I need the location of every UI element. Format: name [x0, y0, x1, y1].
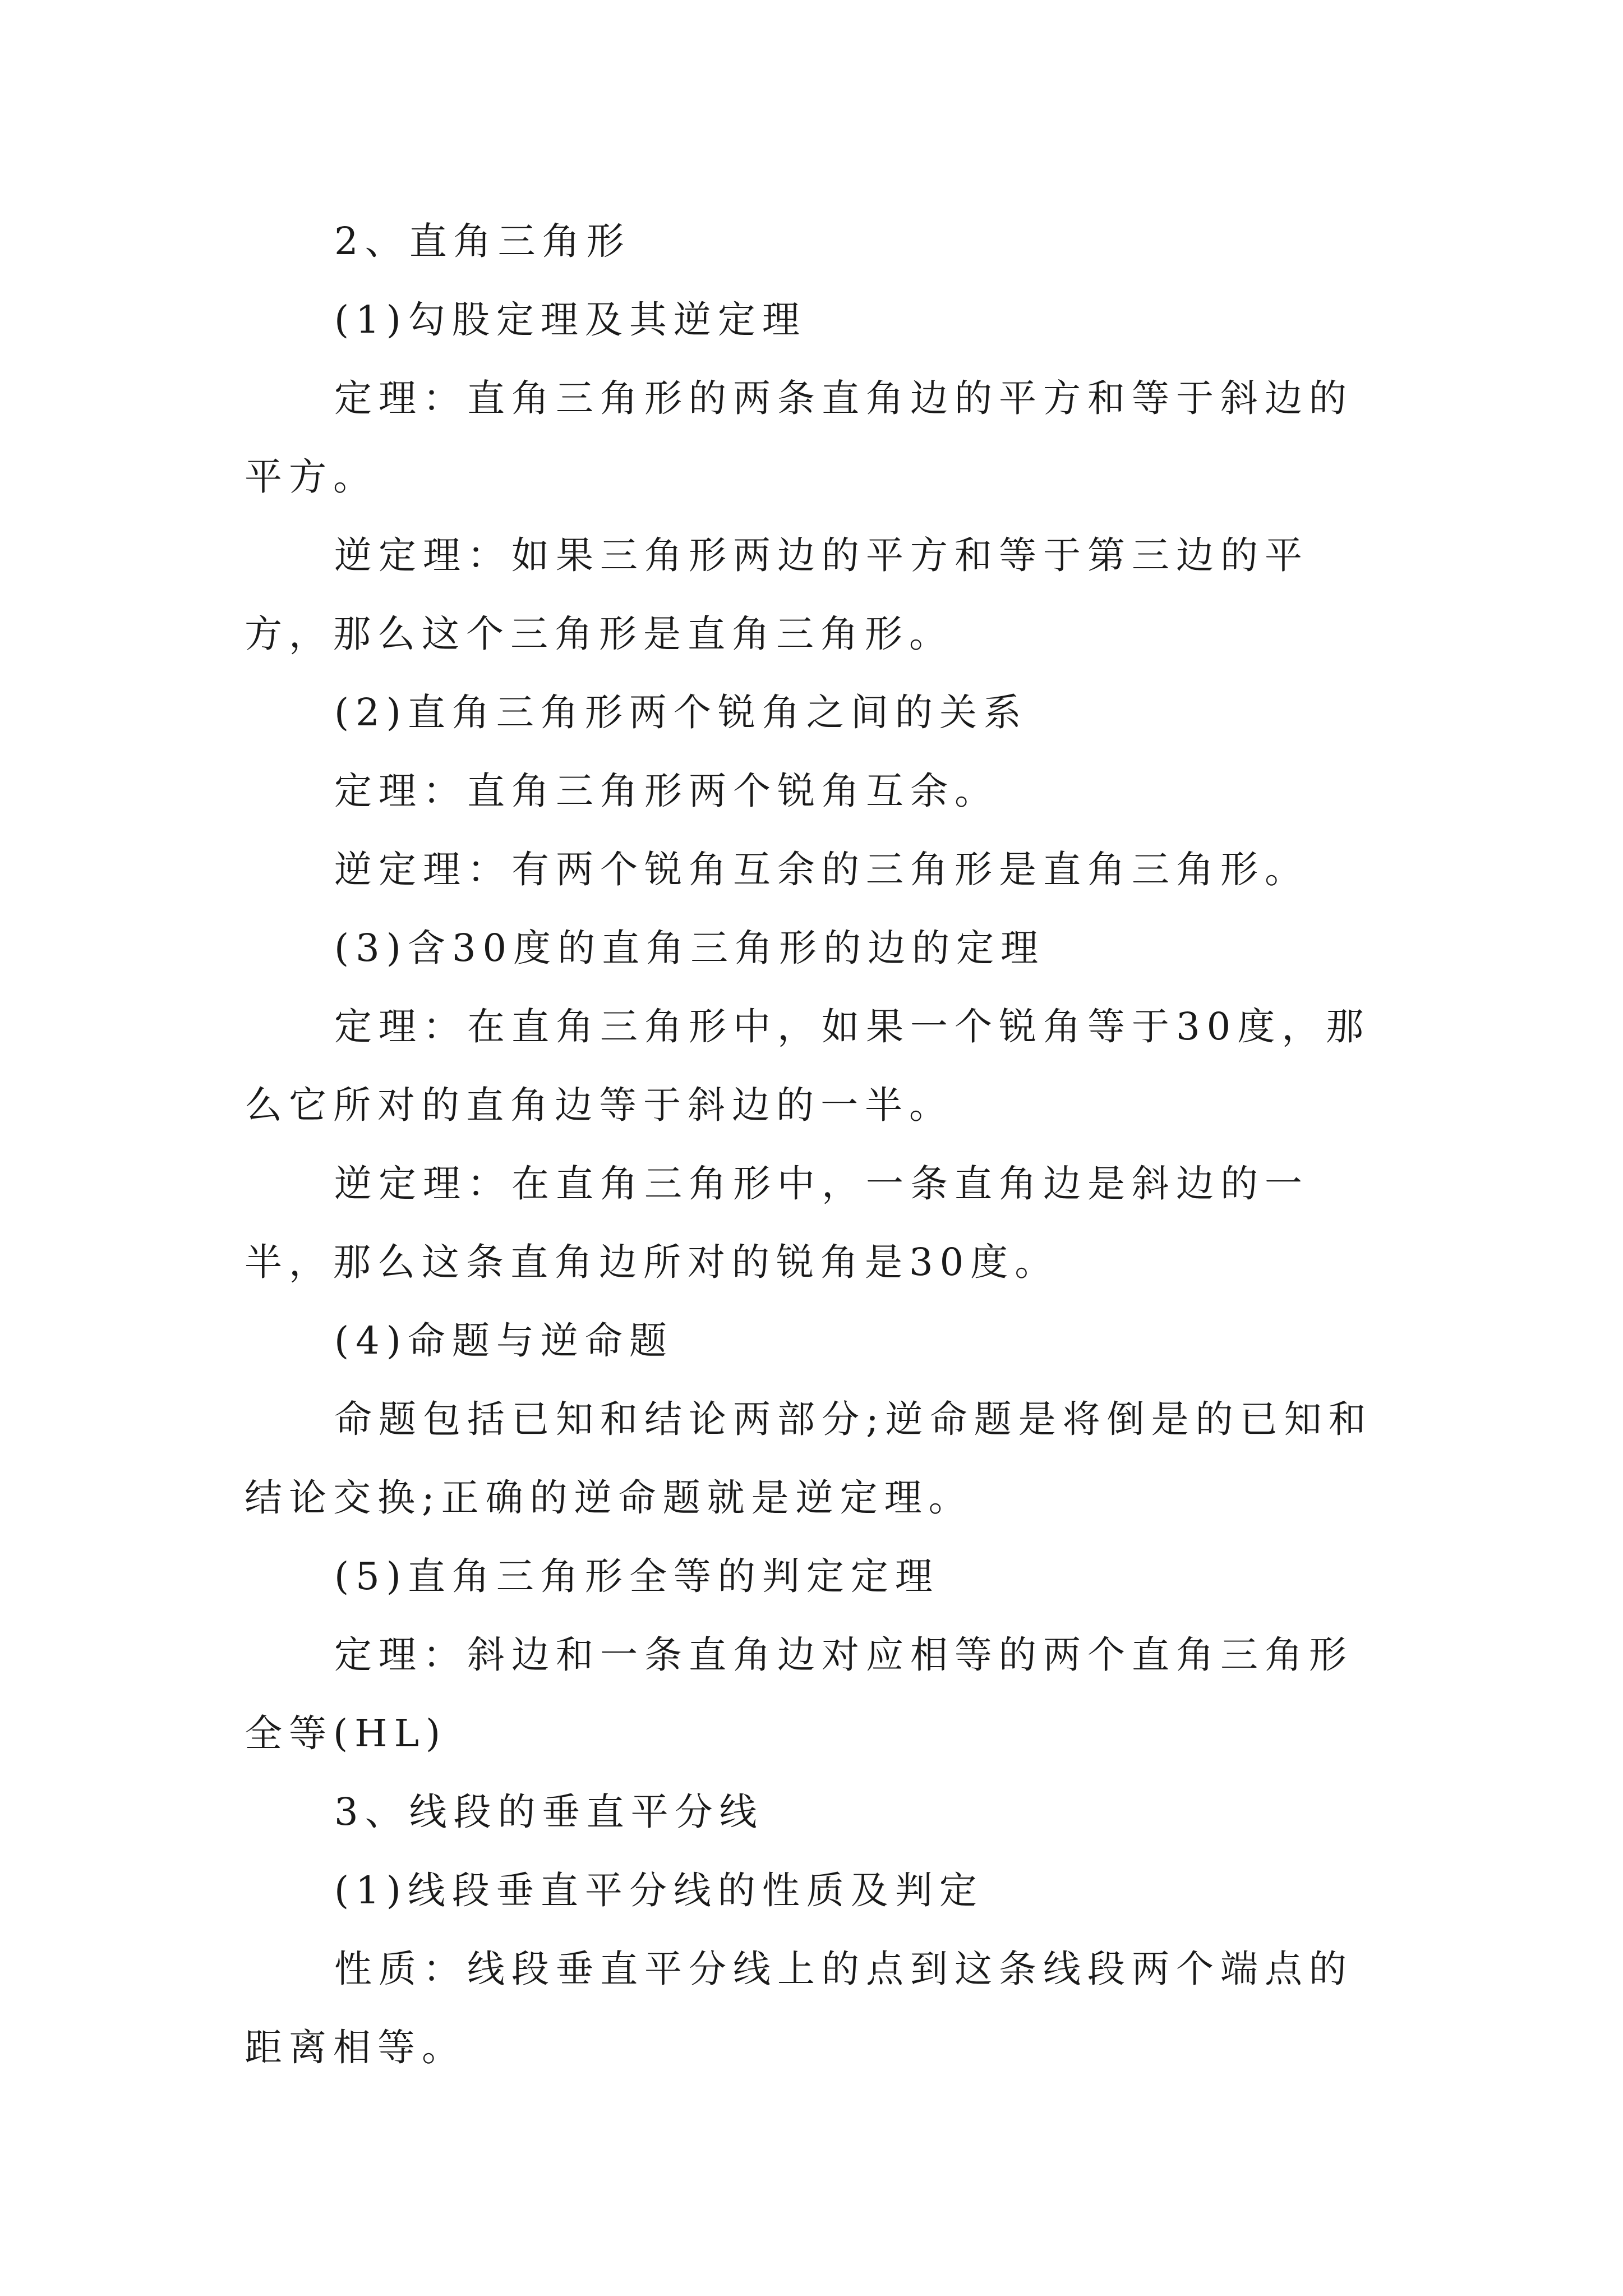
subsection-heading-congruence: (5)直角三角形全等的判定定理: [334, 1554, 939, 1598]
subsection-heading-acute-angles: (2)直角三角形两个锐角之间的关系: [334, 691, 1028, 734]
converse-theorem-paragraph: 逆定理：在直角三角形中，一条直角边是斜边的一半，那么这条直角边所对的锐角是30度。: [245, 1162, 1309, 1284]
converse-theorem-paragraph: 逆定理：如果三角形两边的平方和等于第三边的平方，那么这个三角形是直角三角形。: [245, 533, 1309, 656]
subsection-heading-pythagorean: (1)勾股定理及其逆定理: [334, 298, 806, 342]
section-heading-right-triangle: 2、直角三角形: [334, 219, 631, 263]
converse-theorem-paragraph: 逆定理：有两个锐角互余的三角形是直角三角形。: [334, 848, 1309, 891]
propositions-paragraph: 命题包括已知和结论两部分;逆命题是将倒是的已知和结论交换;正确的逆命题就是逆定理。: [245, 1397, 1373, 1520]
theorem-paragraph: 定理：直角三角形两个锐角互余。: [334, 769, 999, 813]
property-paragraph: 性质：线段垂直平分线上的点到这条线段两个端点的距离相等。: [245, 1947, 1353, 2069]
subsection-heading-bisector-properties: (1)线段垂直平分线的性质及判定: [334, 1869, 984, 1912]
theorem-paragraph: 定理：在直角三角形中，如果一个锐角等于30度，那么它所对的直角边等于斜边的一半。: [245, 1005, 1371, 1127]
document-body: [245, 202, 1383, 2087]
theorem-paragraph: 定理：直角三角形的两条直角边的平方和等于斜边的平方。: [245, 376, 1353, 499]
theorem-paragraph: 定理：斜边和一条直角边对应相等的两个直角三角形全等(HL): [245, 1633, 1353, 1755]
section-heading-perpendicular-bisector: 3、线段的垂直平分线: [334, 1790, 764, 1834]
subsection-heading-propositions: (4)命题与逆命题: [334, 1319, 674, 1363]
subsection-heading-30-degree: (3)含30度的直角三角形的边的定理: [334, 926, 1045, 970]
